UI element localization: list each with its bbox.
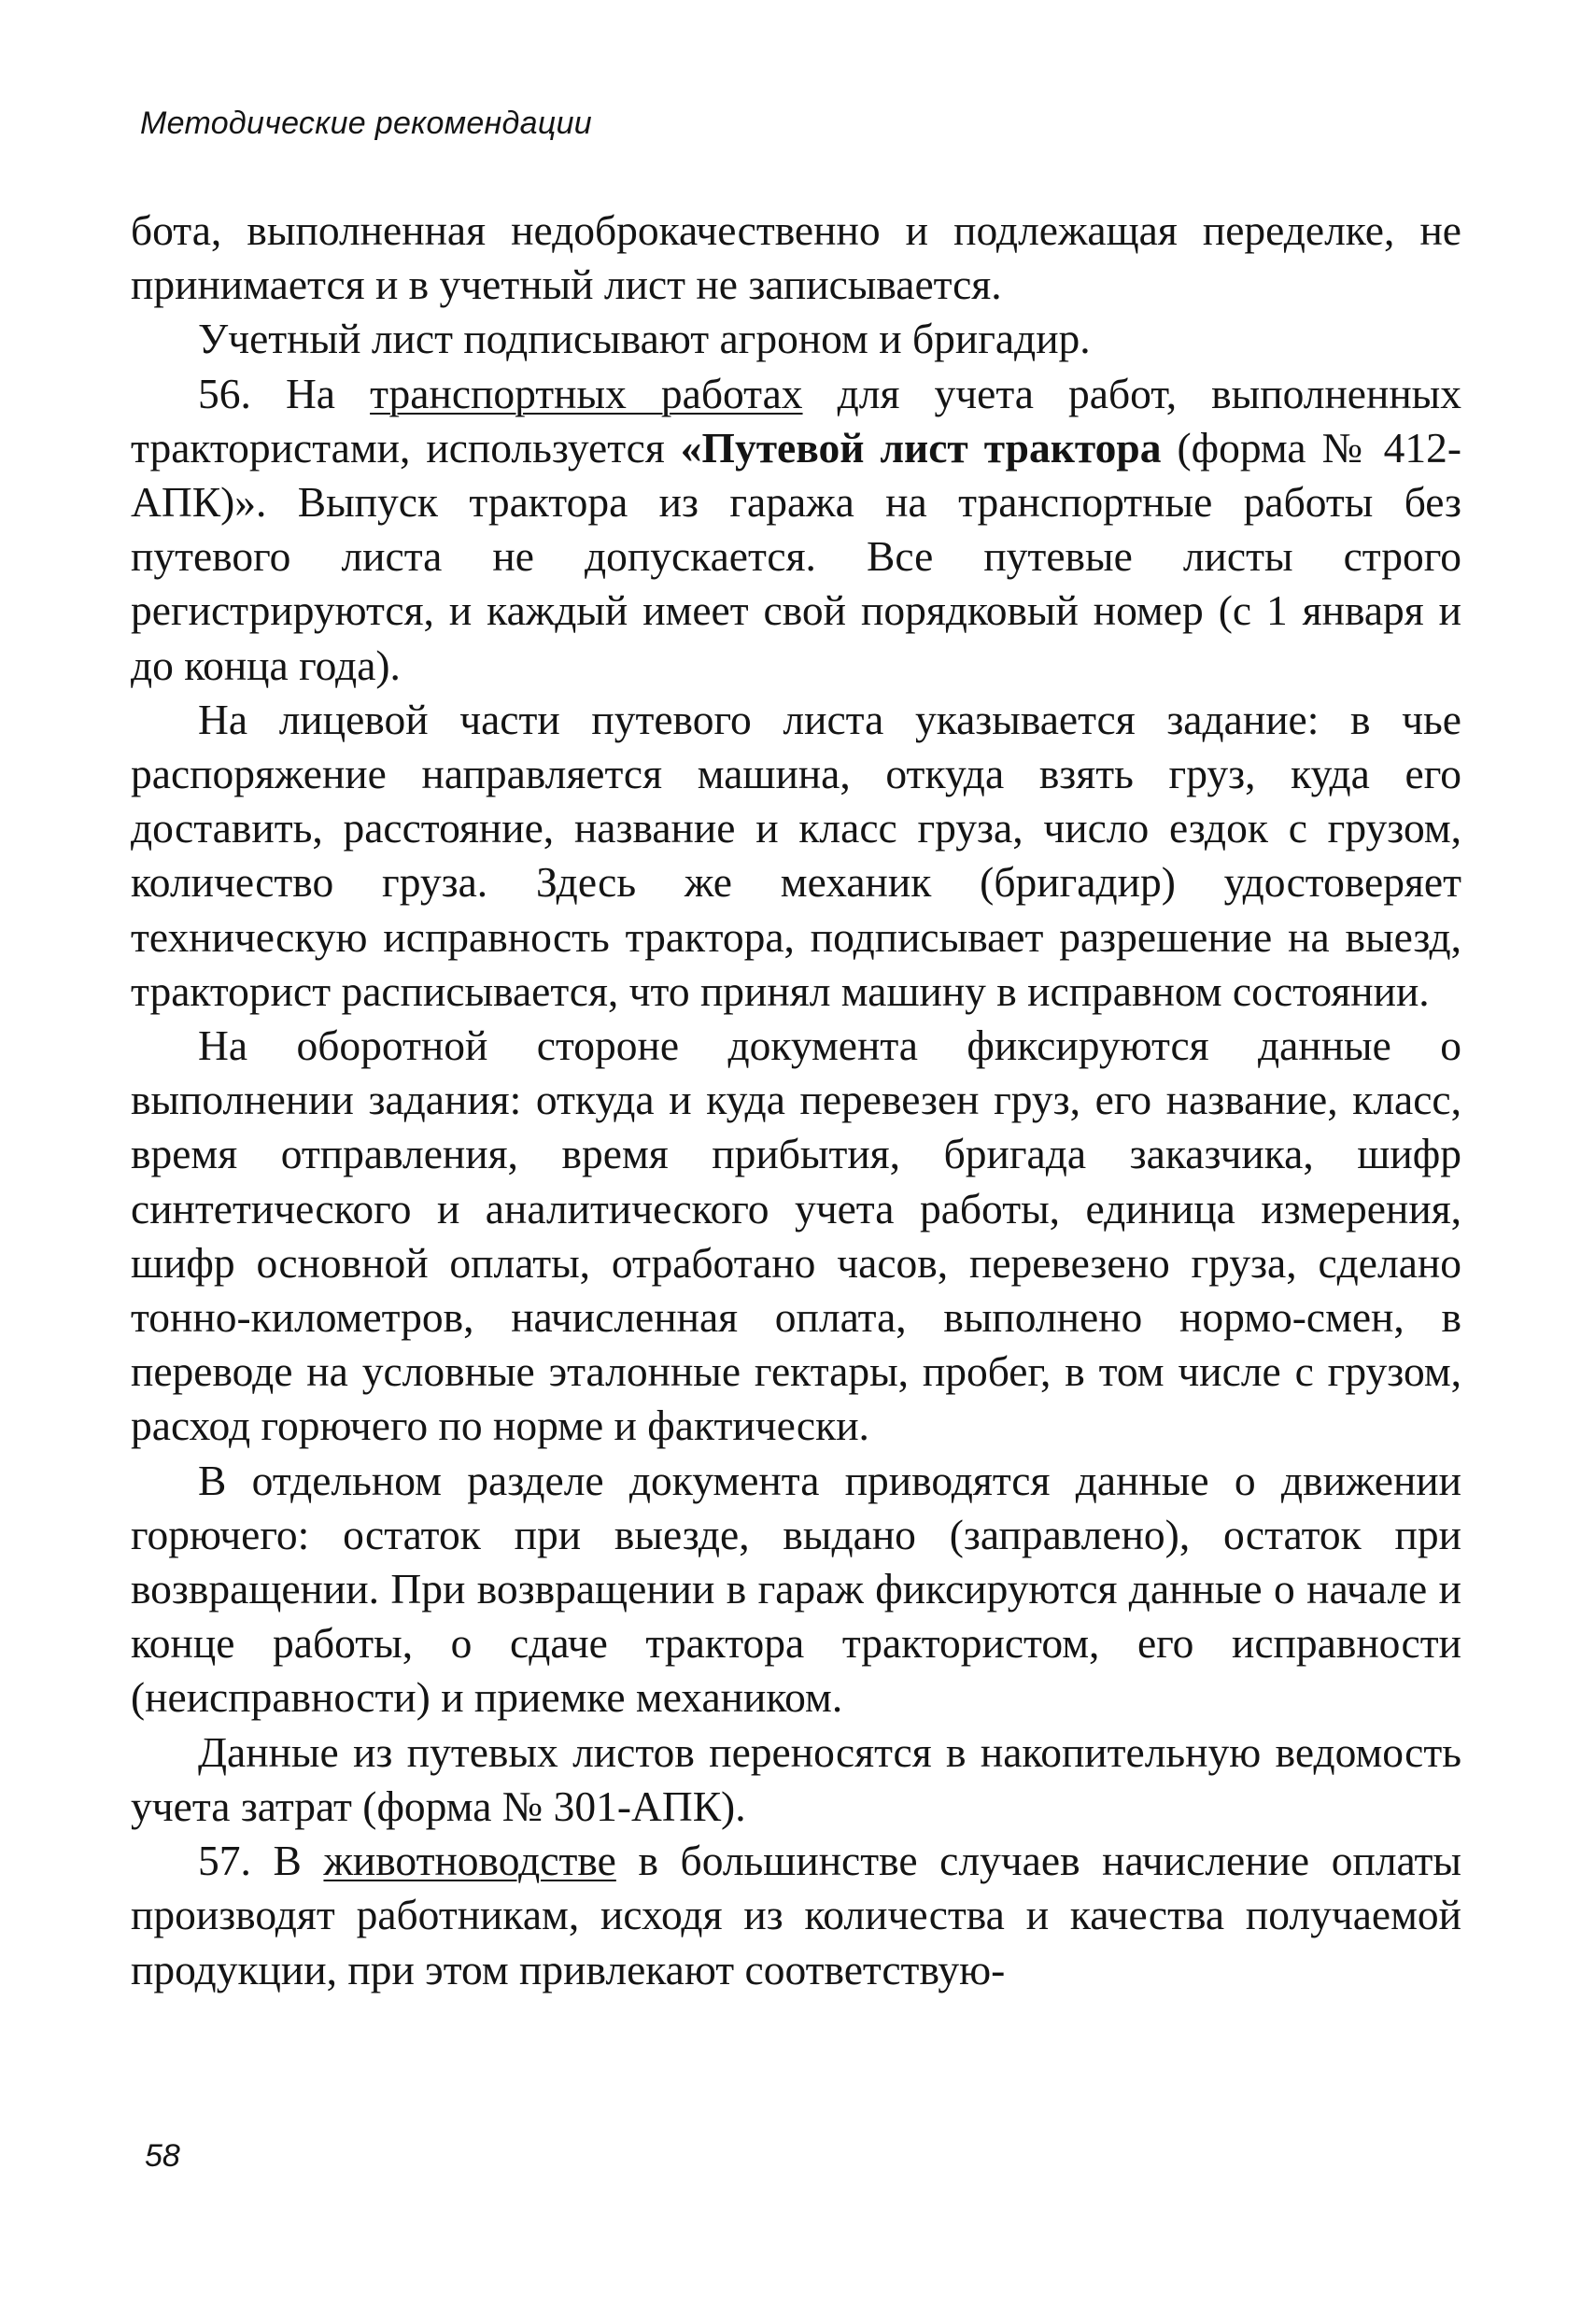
paragraph-fuel [131, 1454, 1461, 1725]
paragraph-signatures [131, 312, 1461, 366]
clause-number: 57. В [198, 1837, 302, 1885]
paragraph-text: Учетный лист подписывают агроном и бригадир. [198, 315, 1091, 363]
paragraph-text: для учета работ, выполненных трактористами, используется [131, 369, 1462, 472]
paragraph-transfer [131, 1725, 1461, 1834]
clause-number: 56. На [198, 369, 336, 417]
running-header: Методические рекомендации [140, 106, 593, 141]
paragraph-text: На лицевой части путевого листа указывается задание: в чье распоряжение направляется машина, откуда взять груз, куда его доставить, расстояние, название и класс груза, число ездок с грузом, количество груза. Здесь же механик (бригадир) удостоверяет техническую исправность трактора, подписывает разрешение на выезд, тракторист расписывается, что принял машину в исправном состоянии. [131, 695, 1461, 1015]
paragraph-continuation [131, 204, 1461, 312]
paragraph-text: Данные из путевых листов переносятся в накопительную ведомость учета затрат (форма № 301-АПК). [131, 1727, 1461, 1830]
page-number: 58 [145, 2138, 180, 2174]
underlined-term: животноводстве [323, 1837, 616, 1885]
paragraph-text: в большинстве случаев начисление оплаты производят работникам, исходя из количества и качества получаемой продукции, при этом привлекают соответствую- [131, 1837, 1462, 1993]
underlined-term: транспортных работах [370, 369, 803, 417]
paragraph-57 [131, 1834, 1461, 1997]
body-text [131, 204, 1461, 1997]
paragraph-text: На оборотной стороне документа фиксируются данные о выполнении задания: откуда и куда перевезен груз, его название, класс, время отправления, время прибытия, бригада заказчика, шифр синтетического и аналитического учета работы, единица измерения, шифр основной оплаты, отработано часов, перевезено груза, сделано тонно-километров, начисленная оплата, выполнено нормо-смен, в переводе на условные эталонные гектары, пробег, в том числе с грузом, расход горючего по норме и фактически. [131, 1021, 1461, 1450]
bold-term: «Путевой лист трактора [680, 423, 1162, 472]
paragraph-text: бота, выполненная недоброкачественно и подлежащая переделке, не принимается и в учетный лист не записывается. [131, 206, 1461, 309]
paragraph-front-side [131, 693, 1461, 1019]
paragraph-text: (форма № 412-АПК)». Выпуск трактора из гаража на транспортные работы без путевого листа не допускается. Все путевые листы строго регистрируются, и каждый имеет свой порядковый номер (с 1 января и до конца года). [131, 423, 1462, 689]
paragraph-text: В отдельном разделе документа приводятся данные о движении горючего: остаток при выезде, выдано (заправлено), остаток при возвращении. При возвращении в гараж фиксируются данные о начале и конце работы, о сдаче трактора трактористом, его исправности (неисправности) и приемке механиком. [131, 1456, 1461, 1722]
paragraph-back-side [131, 1019, 1461, 1454]
paragraph-56 [131, 367, 1461, 693]
